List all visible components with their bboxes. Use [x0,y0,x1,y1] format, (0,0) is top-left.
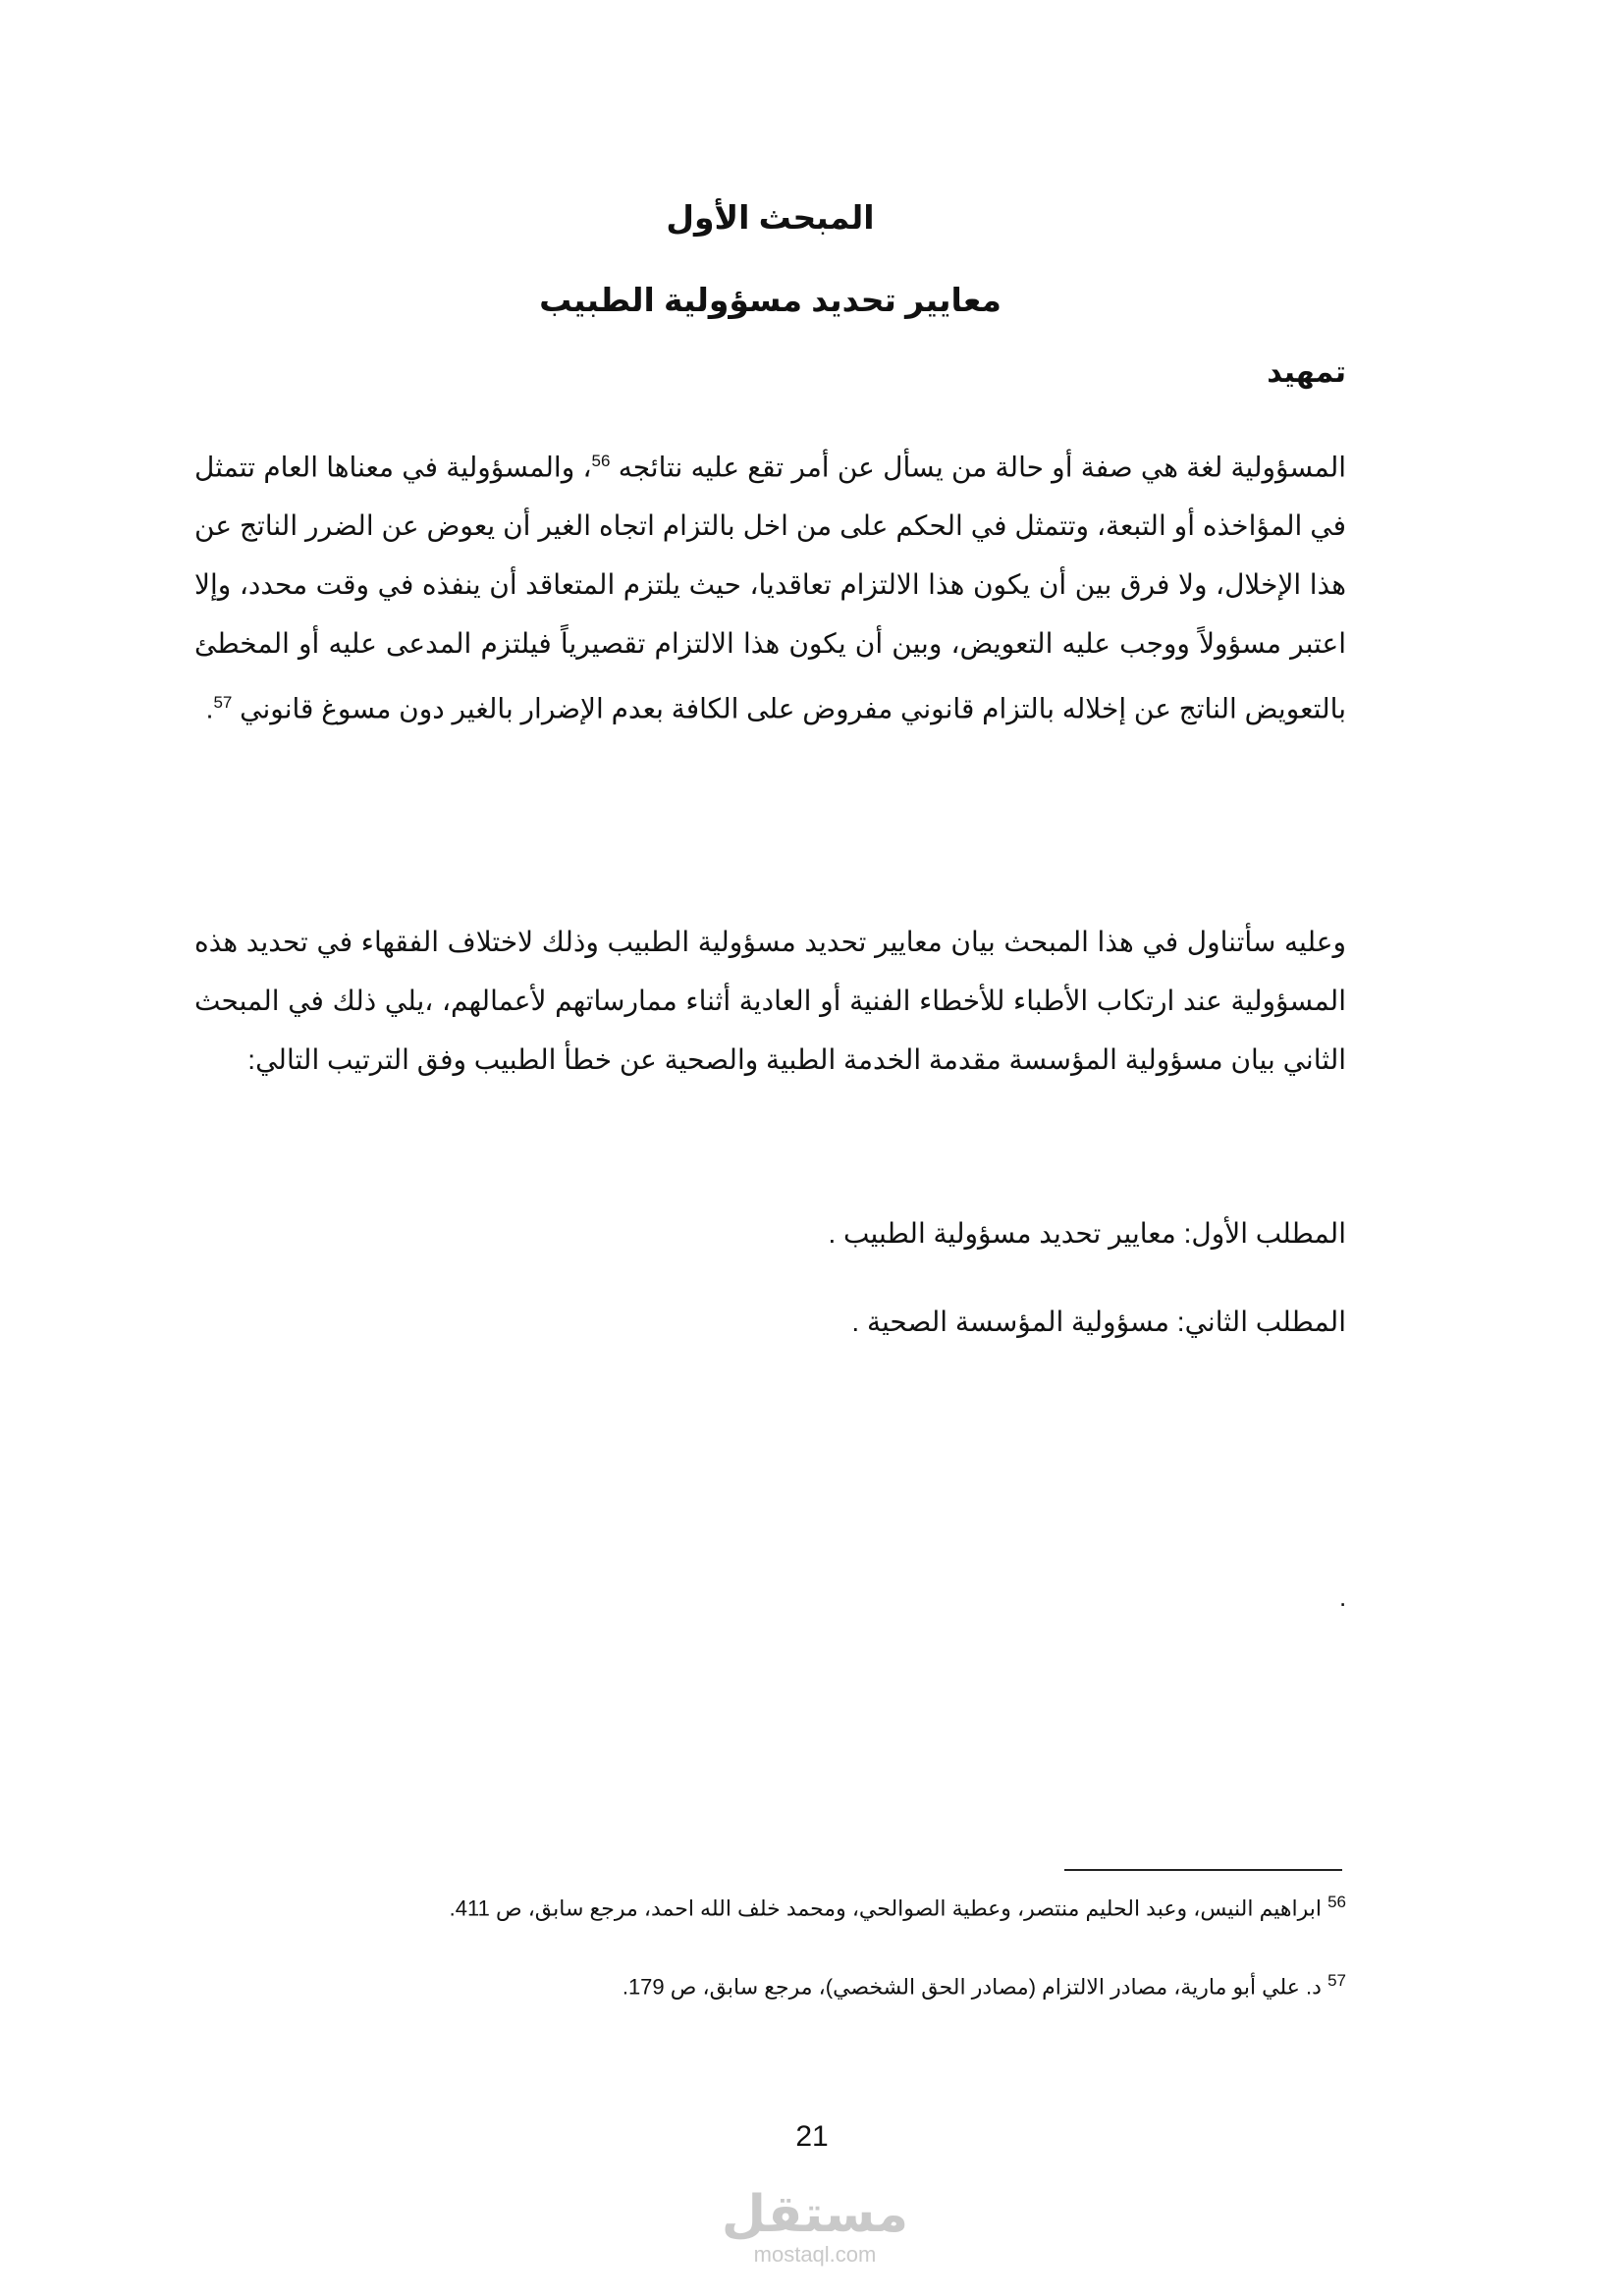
footnote-divider [1064,1869,1342,1871]
paragraph-definition-part1: المسؤولية لغة هي صفة أو حالة من يسأل عن أمر تقع عليه نتائجه [618,452,1347,483]
section-title: المبحث الأول [666,199,875,236]
section-subtitle: معايير تحديد مسؤولية الطبيب [539,282,1001,318]
footnote-56-text: ابراهيم النيس، وعبد الحليم منتصر، وعطية الصوالحي، ومحمد خلف الله احمد، مرجع سابق، ص 411. [449,1896,1322,1921]
intro-heading: تمهيد [1267,356,1346,389]
paragraph-outline: وعليه سأتناول في هذا المبحث بيان معايير تحديد مسؤولية الطبيب وذلك لاختلاف الفقهاء في تحديد هذه المسؤولية عند ارتكاب الأطباء للأخطاء الفنية أو العادية أثناء ممارساتهم لأعمالهم، ،يلي ذلك في المبحث الثاني بيان مسؤولية المؤسسة مقدمة الخدمة الطبية والصحية عن خطأ الطبيب وفق الترتيب التالي: [194,927,1346,1075]
outline-item-2: المطلب الثاني: مسؤولية المؤسسة الصحية . [851,1307,1346,1337]
paragraph-definition-end: . [205,693,214,724]
outline-item-1: المطلب الأول: معايير تحديد مسؤولية الطبيب . [828,1218,1346,1249]
footnote-56 [450,1893,1346,1921]
stray-dot: . [1339,1582,1347,1612]
footnote-56-number: 56 [1327,1893,1346,1911]
footnote-57-number: 57 [1327,1971,1346,1990]
watermark-url: mostaql.com [753,2242,877,2267]
footnote-ref-56[interactable]: 56 [591,452,611,470]
paragraph-definition [194,432,1346,739]
footnote-57 [623,1971,1346,2000]
mostaql-watermark [707,2187,923,2268]
footnote-ref-57[interactable]: 57 [213,693,233,713]
paragraph-definition-part2: ، والمسؤولية في معناها العام تتمثل في المؤاخذه أو التبعة، وتتمثل في الحكم على من اخل بالتزام اتجاه الغير أن يعوض عن الضرر الناتج عن هذا الإخلال، ولا فرق بين أن يكون هذا الالتزام تعاقديا، حيث يلتزم المتعاقد أن ينفذه في وقت محدد، وإلا اعتبر مسؤولاً ووجب عليه التعويض، وبين أن يكون هذا الالتزام تقصيرياً فيلتزم المدعى عليه أو المخطئ بالتعويض الناتج عن إخلاله بالتزام قانوني مفروض على الكافة بعدم الإضرار بالغير دون مسوغ قانوني [194,452,1346,724]
page-number: 21 [795,2120,829,2153]
watermark-logo: مستقل [721,2186,909,2243]
footnote-57-text: د. علي أبو مارية، مصادر الالتزام (مصادر الحق الشخصي)، مرجع سابق، ص 179. [622,1974,1322,2000]
